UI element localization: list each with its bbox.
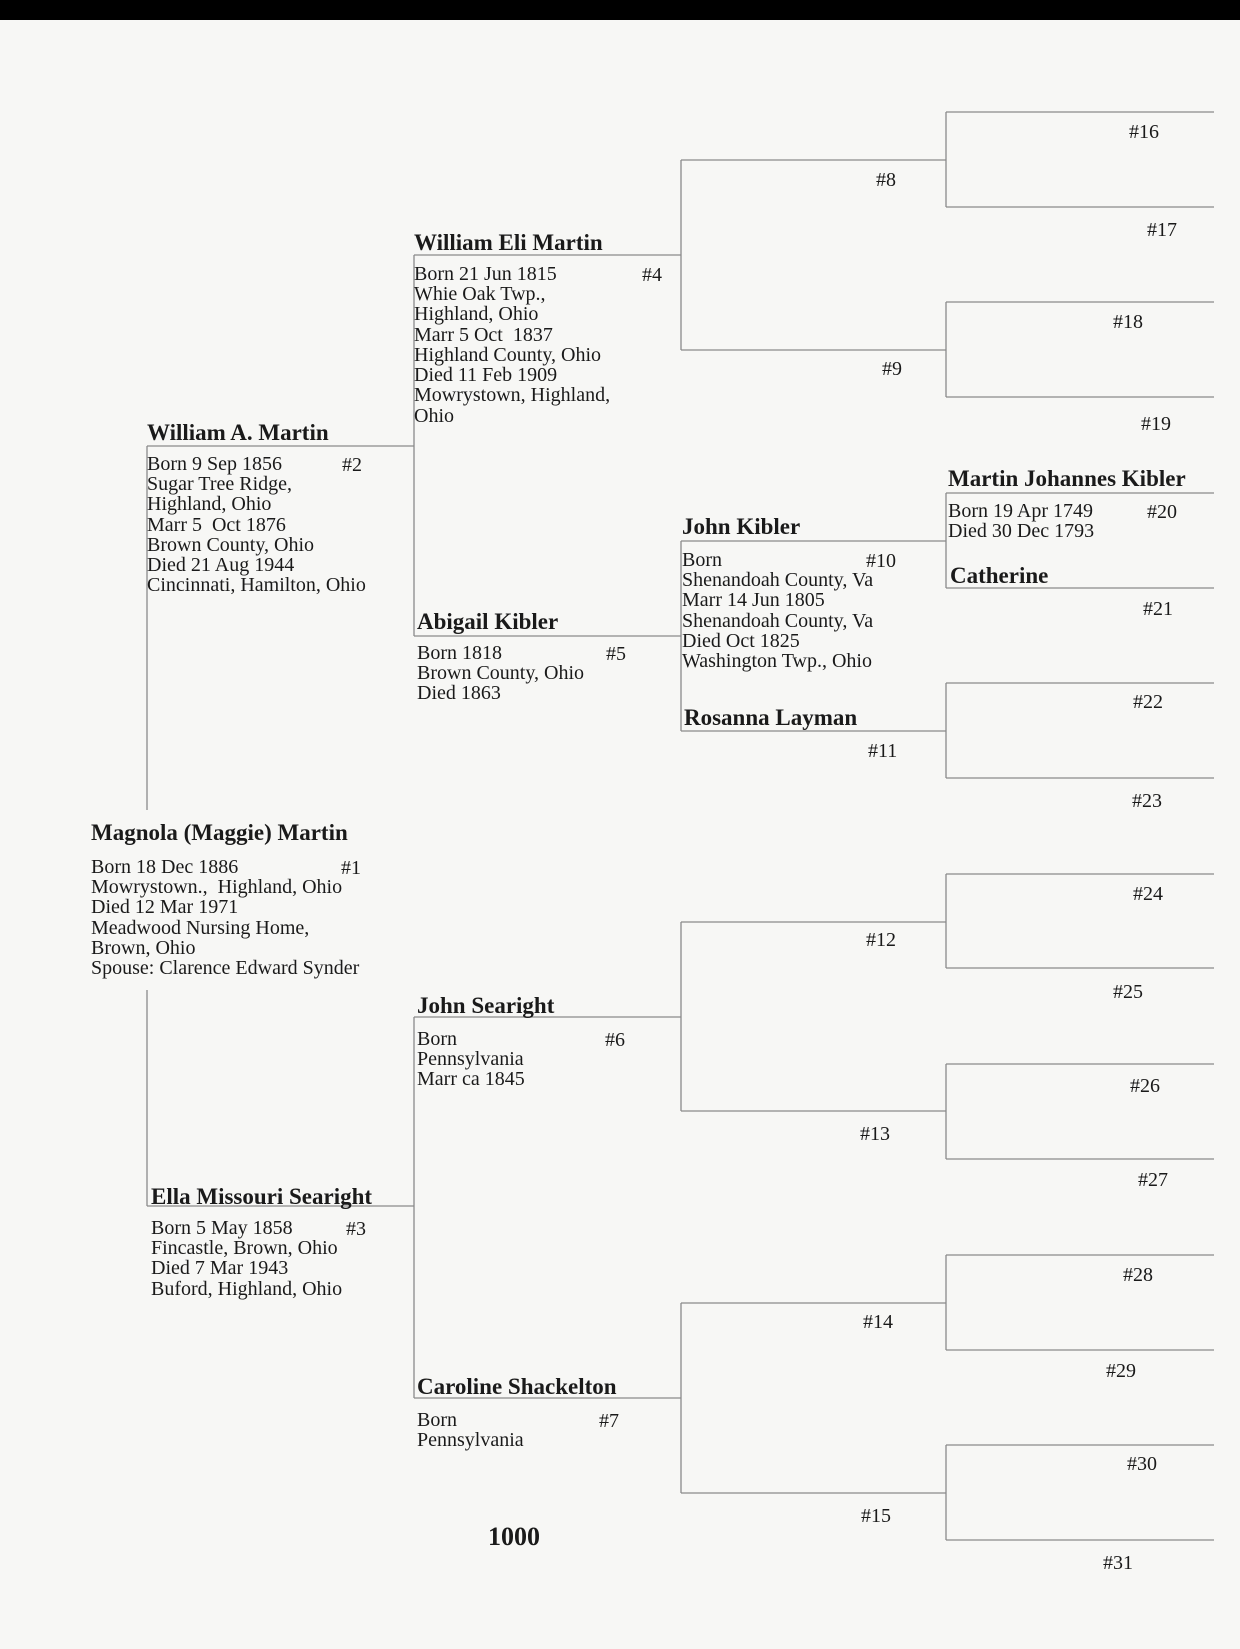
person-4-name: William Eli Martin <box>414 230 603 255</box>
person-20-born: Born 19 Apr 1749 <box>948 500 1093 522</box>
person-5-details: Brown County, Ohio Died 1863 <box>417 662 585 705</box>
person-11-name: Rosanna Layman <box>684 705 858 730</box>
person-4-details: Whie Oak Twp., Highland, Ohio Marr 5 Oct 1837 Highland County, Ohio Died 11 Feb 1909 Mowrystown, Highland, Ohio <box>414 283 611 427</box>
slot-25-number: #25 <box>1113 981 1143 1003</box>
person-11-number: #11 <box>868 740 898 762</box>
person-21-number: #21 <box>1143 598 1173 620</box>
slot-15-number: #15 <box>861 1505 891 1527</box>
slot-29-number: #29 <box>1106 1360 1136 1382</box>
slot-9-number: #9 <box>882 358 902 380</box>
person-1-born: Born 18 Dec 1886 <box>91 856 239 878</box>
person-2-details: Sugar Tree Ridge, Highland, Ohio Marr 5 Oct 1876 Brown County, Ohio Died 21 Aug 1944 Cincinnati, Hamilton, Ohio <box>147 473 366 597</box>
slot-18-number: #18 <box>1113 311 1143 333</box>
slot-31-number: #31 <box>1103 1552 1133 1574</box>
slot-27-number: #27 <box>1138 1169 1168 1191</box>
person-4-born: Born 21 Jun 1815 <box>414 263 557 285</box>
slot-24-number: #24 <box>1133 883 1163 905</box>
person-10-name: John Kibler <box>682 514 801 539</box>
person-3-number: #3 <box>346 1218 366 1240</box>
person-10-born: Born <box>682 549 722 571</box>
slot-12-number: #12 <box>866 929 896 951</box>
person-10-number: #10 <box>866 550 896 572</box>
slot-13-number: #13 <box>860 1123 890 1145</box>
person-5-born: Born 1818 <box>417 642 502 664</box>
person-3-born: Born 5 May 1858 <box>151 1217 293 1239</box>
slot-22-number: #22 <box>1133 691 1163 713</box>
person-1-number: #1 <box>341 857 361 879</box>
person-5-number: #5 <box>606 643 626 665</box>
person-20-name: Martin Johannes Kibler <box>948 466 1186 491</box>
person-3-name: Ella Missouri Searight <box>151 1184 373 1209</box>
slot-26-number: #26 <box>1130 1075 1160 1097</box>
slot-19-number: #19 <box>1141 413 1171 435</box>
person-7-details: Pennsylvania <box>417 1429 524 1451</box>
person-2-number: #2 <box>342 454 362 476</box>
person-7-born: Born <box>417 1409 457 1431</box>
person-6-number: #6 <box>605 1029 625 1051</box>
person-7-name: Caroline Shackelton <box>417 1374 617 1399</box>
slot-23-number: #23 <box>1132 790 1162 812</box>
slot-16-number: #16 <box>1129 121 1159 143</box>
person-1-details: Mowrystown., Highland, Ohio Died 12 Mar 1971 Meadwood Nursing Home, Brown, Ohio Spouse: Clarence Edward Synder <box>91 876 360 980</box>
page-number: 1000 <box>488 1522 540 1551</box>
slot-30-number: #30 <box>1127 1453 1157 1475</box>
person-4-number: #4 <box>642 264 662 286</box>
person-6-born: Born <box>417 1028 457 1050</box>
slot-8-number: #8 <box>876 169 896 191</box>
person-5-name: Abigail Kibler <box>417 609 559 634</box>
slot-17-number: #17 <box>1147 219 1177 241</box>
slot-14-number: #14 <box>863 1311 893 1333</box>
person-20-details: Died 30 Dec 1793 <box>948 520 1095 542</box>
person-2-born: Born 9 Sep 1856 <box>147 453 282 475</box>
person-2-name: William A. Martin <box>147 420 329 445</box>
person-21-name: Catherine <box>950 563 1049 588</box>
slot-28-number: #28 <box>1123 1264 1153 1286</box>
person-6-name: John Searight <box>417 993 555 1018</box>
person-6-details: Pennsylvania Marr ca 1845 <box>417 1048 525 1091</box>
person-10-details: Shenandoah County, Va Marr 14 Jun 1805 Shenandoah County, Va Died Oct 1825 Washington Twp., Ohio <box>682 569 874 673</box>
person-1-name: Magnola (Maggie) Martin <box>91 820 348 845</box>
person-7-number: #7 <box>599 1410 619 1432</box>
person-3-details: Fincastle, Brown, Ohio Died 7 Mar 1943 Buford, Highland, Ohio <box>151 1237 343 1300</box>
person-20-number: #20 <box>1147 501 1177 523</box>
